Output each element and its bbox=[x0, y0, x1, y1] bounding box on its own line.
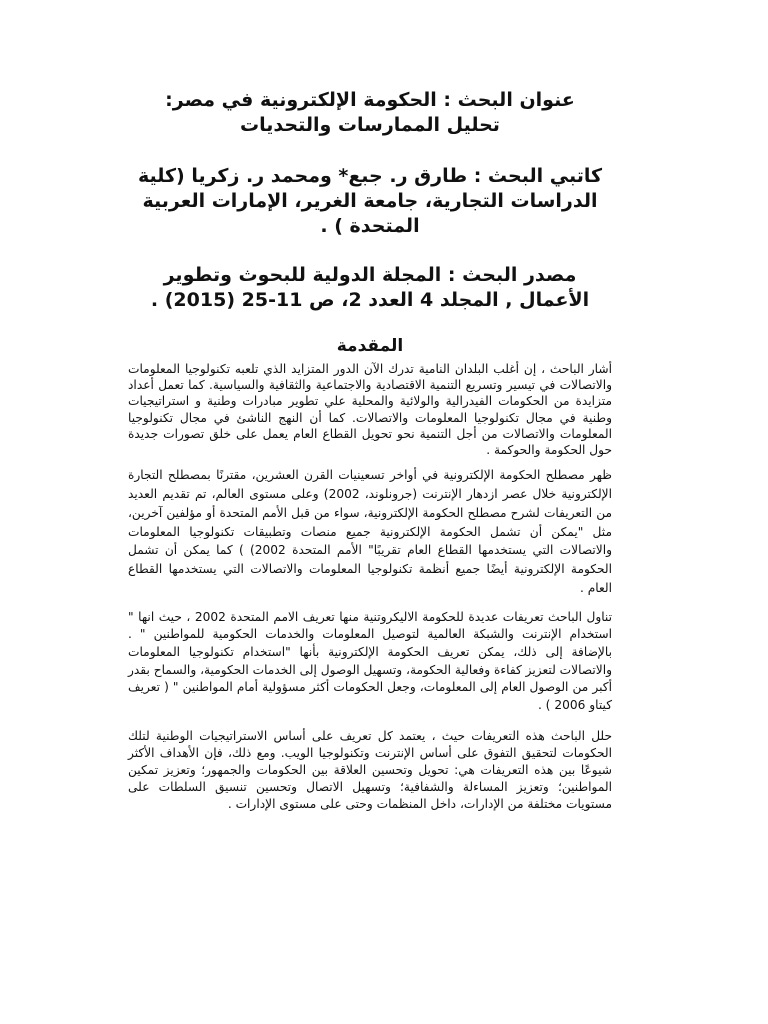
research-authors-line-2: الدراسات التجارية، جامعة الغرير، الإمارات العربية bbox=[142, 190, 598, 212]
paragraph-2: ظهر مصطلح الحكومة الإلكترونية في أواخر تسعينيات القرن العشرين، مقترنًا بمصطلح التجارة الإلكترونية خلال عصر ازدهار الإنترنت (جرونلوند، 2002) وعلى مستوى العالم، تم تقديم العديد من التعريفات لشرح مصطلح الحكومة الإلكترونية، سواء من قبل الأمم المتحدة أو مؤلفين آخرين، مثل "يمكن أن تشمل الحكومة الإلكترونية جميع منصات وتطبيقات تكنولوجيا المعلومات والاتصالات التي يستخدمها القطاع العام تقريبًا" الأمم المتحدة 2002) ) كما يمكن أن تشمل الحكومة الإلكترونية أيضًا جميع أنظمة تكنولوجيا المعلومات والاتصالات التي يستخدمها القطاع العام . bbox=[128, 468, 613, 595]
paragraph-1: أشار الباحث ، إن أغلب البلدان النامية تدرك الآن الدور المتزايد الذي تلعبه تكنولوجيا المعلومات والاتصالات في تيسير وتسريع التنمية الاقتصادية والاجتماعية والثقافية والسياسية. كما تعمل أعداد متزايدة من الحكومات الفيدرالية والولائية والمحلية علي تطوير مبادرات وطنية و استراتيجيات وطنية في مجال تكنولوجيا المعلومات والاتصالات. كما أن النهج الناشئ في مجال تكنولوجيا المعلومات والاتصالات من أجل التنمية نحو تحويل القطاع العام يعمل على خلق تصورات جديدة حول الحكومة والحوكمة . bbox=[128, 362, 612, 458]
research-source-line-2: الأعمال , المجلد 4 العدد 2، ص 11-25 (2015) . bbox=[150, 289, 590, 311]
paragraph-3: تناول الباحث تعريفات عديدة للحكومة الاليكروتنية منها تعريف الامم المتحدة 2002 ، حيث انها " استخدام الإنترنت والشبكة العالمية لتوصيل المعلومات والخدمات الحكومية للمواطنين " . بالإضافة إلى ذلك، يمكن تعريف الحكومة الإلكترونية بأنها "استخدام تكنولوجيا المعلومات والاتصالات لتعزيز كفاءة وفعالية الحكومة، وتسهيل الوصول إلى الخدمات الحكومية، والسماح بقدر أكبر من الوصول العام إلى المعلومات، وجعل الحكومات أكثر مسؤولية أمام المواطنين " ( تعريف كيتاو 2006 ) . bbox=[128, 609, 612, 712]
research-authors-line-3: المتحدة ) . bbox=[320, 215, 420, 237]
document-body bbox=[128, 88, 612, 820]
research-title-line-1: عنوان البحث : الحكومة الإلكترونية في مصر: bbox=[165, 89, 575, 111]
research-authors bbox=[128, 164, 612, 239]
research-source bbox=[128, 263, 612, 313]
research-authors-line-1: كاتبي البحث : طارق ر. جبع* ومحمد ر. زكريا (كلية bbox=[137, 165, 603, 187]
research-source-line-1: مصدر البحث : المجلة الدولية للبحوث وتطوير bbox=[163, 264, 577, 286]
research-title bbox=[128, 88, 612, 138]
research-title-line-2: تحليل الممارسات والتحديات bbox=[240, 114, 500, 136]
introduction-heading: المقدمة bbox=[336, 336, 404, 356]
paragraph-4: حلل الباحث هذه التعريفات حيث ، يعتمد كل تعريف على أساس الاستراتيجيات الوطنية لتلك الحكومات لتحقيق التفوق على أساس الإنترنت وتكنولوجيا الويب. ومع ذلك، فإن الأهداف الأكثر شيوعًا بين هذه التعريفات هي: تحويل وتحسين العلاقة بين الحكومات والجمهور؛ وتعزيز تمكين المواطنين؛ وتعزيز المساءلة والشفافية؛ وتسهيل الاتصال وتحسين تنسيق السلطات على مستويات مختلفة من الإدارات، داخل المنظمات وحتى على مستوى الإدارات . bbox=[128, 729, 612, 811]
